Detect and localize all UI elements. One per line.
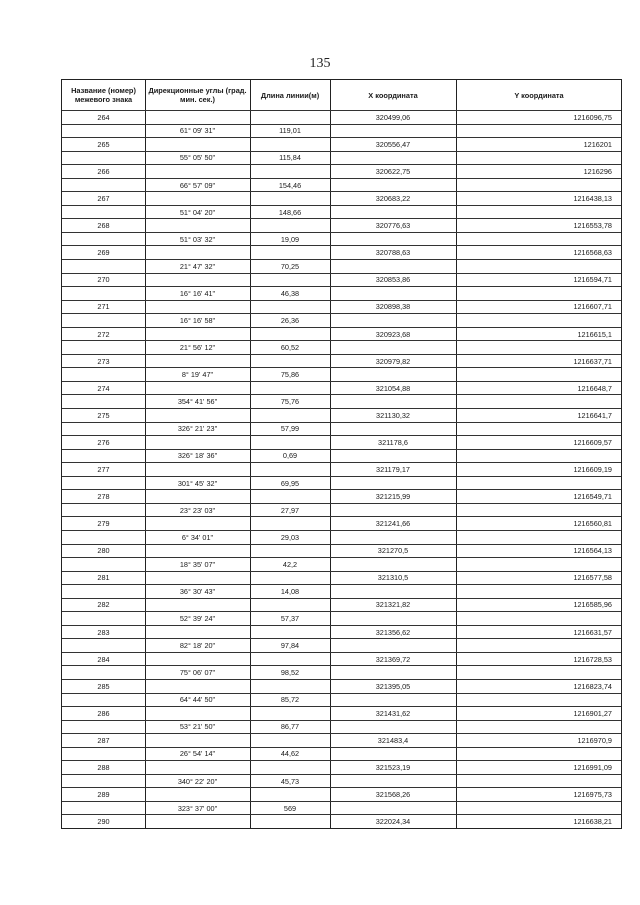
- x-coordinate: 321356,62: [375, 627, 411, 637]
- x-coordinate: 321054,88: [375, 383, 411, 393]
- point-name: 285: [97, 681, 110, 691]
- y-coordinate: 1216648,7: [577, 383, 612, 393]
- point-name: 278: [97, 492, 110, 502]
- x-coordinate: 321179,17: [376, 465, 410, 474]
- y-coordinate: 1216549,71: [573, 492, 612, 502]
- point-name: 277: [97, 465, 110, 474]
- page-number: 135: [309, 56, 331, 71]
- line-length: 42,2: [282, 559, 298, 569]
- point-name: 288: [97, 763, 110, 773]
- point-name: 289: [97, 790, 110, 800]
- y-coordinate: 1216637,71: [573, 356, 612, 366]
- line-length: 46,38: [280, 288, 300, 298]
- y-coordinate: 1216728,53: [573, 654, 612, 664]
- y-coordinate: 1216901,27: [573, 708, 612, 718]
- x-coordinate: 320788,63: [375, 248, 411, 258]
- direction-angle: 8° 19' 47": [181, 370, 214, 380]
- y-coordinate: 1216609,19: [573, 465, 612, 474]
- point-name: 271: [97, 302, 110, 312]
- line-length: 98,52: [280, 668, 300, 678]
- direction-angle: 75° 06' 07": [179, 668, 216, 678]
- y-coordinate: 1216638,21: [573, 817, 612, 827]
- line-length: 0,69: [282, 451, 298, 461]
- point-name: 279: [97, 519, 110, 529]
- x-coordinate: 321270,5: [377, 546, 409, 556]
- y-coordinate: 1216631,57: [573, 627, 612, 637]
- line-length: 45,73: [280, 776, 300, 786]
- point-name: 264: [97, 112, 110, 122]
- x-coordinate: 321369,72: [375, 654, 411, 664]
- y-coordinate: 1216975,73: [573, 790, 612, 800]
- direction-angle: 323° 37' 00": [177, 803, 218, 813]
- y-coordinate: 1216096,75: [573, 112, 612, 122]
- header-y: Y координата: [514, 90, 564, 100]
- x-coordinate: 320683,22: [375, 194, 411, 204]
- x-coordinate: 321431,62: [375, 708, 411, 718]
- line-length: 86,77: [280, 722, 300, 732]
- point-name: 276: [97, 437, 110, 447]
- line-length: 70,25: [280, 261, 300, 271]
- point-name: 283: [97, 627, 110, 637]
- y-coordinate: 1216594,71: [573, 275, 612, 285]
- point-name: 280: [97, 546, 110, 556]
- point-name: 273: [97, 356, 110, 366]
- x-coordinate: 321178,6: [378, 437, 408, 447]
- line-length: 85,72: [280, 695, 300, 705]
- x-coordinate: 320898,38: [375, 302, 411, 312]
- line-length: 57,99: [280, 424, 300, 434]
- line-length: 115,84: [279, 153, 301, 163]
- x-coordinate: 321568,26: [375, 790, 411, 800]
- point-name: 274: [97, 383, 110, 393]
- point-name: 286: [97, 708, 110, 718]
- direction-angle: 52° 39' 24": [179, 614, 216, 624]
- point-name: 266: [97, 166, 110, 176]
- point-name: 287: [97, 735, 110, 745]
- y-coordinate: 1216823,74: [573, 681, 612, 691]
- point-name: 290: [97, 817, 110, 827]
- y-coordinate: 1216607,71: [573, 302, 612, 312]
- direction-angle: 301° 45' 32": [177, 478, 218, 488]
- direction-angle: 53° 21' 50": [179, 722, 216, 732]
- line-length: 154,46: [278, 180, 302, 190]
- line-length: 60,52: [280, 343, 300, 353]
- x-coordinate: 320979,82: [375, 356, 411, 366]
- x-coordinate: 320556,47: [375, 139, 411, 149]
- line-length: 26,36: [280, 315, 300, 325]
- point-name: 265: [97, 139, 110, 149]
- direction-angle: 16° 16' 41": [179, 288, 216, 298]
- direction-angle: 36° 30' 43": [179, 586, 216, 596]
- x-coordinate: 321395,05: [375, 681, 411, 691]
- x-coordinate: 320499,06: [375, 112, 411, 122]
- point-name: 281: [97, 573, 110, 583]
- line-length: 29,03: [280, 532, 300, 542]
- y-coordinate: 1216609,57: [573, 437, 612, 447]
- y-coordinate: 1216991,09: [573, 763, 612, 773]
- direction-angle: 354° 41' 56": [177, 397, 218, 407]
- y-coordinate: 1216615,1: [577, 329, 612, 339]
- direction-angle: 340° 22' 20": [177, 776, 218, 786]
- line-length: 44,62: [280, 749, 300, 759]
- y-coordinate: 1216564,13: [573, 546, 612, 556]
- point-name: 282: [97, 600, 110, 610]
- x-coordinate: 321321,82: [375, 600, 411, 610]
- direction-angle: 16° 16' 58": [179, 315, 216, 325]
- line-length: 569: [283, 803, 297, 813]
- x-coordinate: 322024,34: [375, 817, 411, 827]
- x-coordinate: 321130,32: [376, 410, 410, 420]
- line-length: 69,95: [280, 478, 300, 488]
- direction-angle: 326° 18' 36": [177, 451, 218, 461]
- line-length: 97,84: [280, 641, 300, 651]
- line-length: 119,01: [279, 126, 301, 136]
- x-coordinate: 321523,19: [375, 763, 411, 773]
- point-name: 267: [97, 194, 110, 204]
- line-length: 27,97: [280, 505, 300, 515]
- x-coordinate: 321215,99: [375, 492, 411, 502]
- line-length: 57,37: [280, 614, 300, 624]
- y-coordinate: 1216553,78: [573, 221, 612, 231]
- line-length: 75,76: [280, 397, 300, 407]
- direction-angle: 55° 05' 50": [179, 153, 216, 163]
- direction-angle: 326° 21' 23": [177, 424, 218, 434]
- header-angle: Дирекционные углы (град. мин. сек.): [148, 86, 247, 104]
- y-coordinate: 1216577,58: [573, 573, 612, 583]
- y-coordinate: 1216568,63: [573, 248, 612, 258]
- direction-angle: 66° 57' 09": [179, 180, 216, 190]
- line-length: 14,08: [280, 586, 300, 596]
- x-coordinate: 321310,5: [377, 573, 409, 583]
- direction-angle: 82° 18' 20": [179, 641, 216, 651]
- y-coordinate: 1216560,81: [573, 519, 612, 529]
- line-length: 19,09: [280, 234, 300, 244]
- header-length: Длина линии(м): [260, 90, 320, 100]
- boundary-coordinates-table: [61, 79, 622, 829]
- y-coordinate: 1216585,96: [573, 600, 612, 610]
- y-coordinate: 1216970,9: [577, 735, 612, 745]
- header-name: Название (номер) межевого знака: [71, 86, 136, 104]
- point-name: 270: [97, 275, 110, 285]
- point-name: 272: [97, 329, 110, 339]
- direction-angle: 26° 54' 14": [179, 749, 216, 759]
- point-name: 269: [97, 248, 110, 258]
- x-coordinate: 320853,86: [375, 275, 411, 285]
- x-coordinate: 320622,75: [375, 166, 411, 176]
- direction-angle: 18° 35' 07": [179, 559, 216, 569]
- header-x: X координата: [368, 90, 418, 100]
- y-coordinate: 1216296: [583, 166, 612, 176]
- y-coordinate: 1216438,13: [573, 194, 612, 204]
- point-name: 268: [97, 221, 110, 231]
- direction-angle: 6° 34' 01": [181, 532, 214, 542]
- line-length: 75,86: [280, 370, 300, 380]
- point-name: 284: [97, 654, 110, 664]
- direction-angle: 21° 56' 12": [179, 343, 216, 353]
- line-length: 148,66: [278, 207, 302, 217]
- x-coordinate: 321241,66: [375, 519, 411, 529]
- point-name: 275: [97, 410, 110, 420]
- x-coordinate: 321483,4: [377, 735, 409, 745]
- direction-angle: 61° 09' 31": [179, 126, 216, 136]
- direction-angle: 23° 23' 03": [179, 505, 216, 515]
- y-coordinate: 1216201: [583, 139, 612, 149]
- direction-angle: 51° 04' 20": [179, 207, 216, 217]
- direction-angle: 64° 44' 50": [179, 695, 216, 705]
- x-coordinate: 320923,68: [375, 329, 411, 339]
- y-coordinate: 1216641,7: [577, 410, 612, 420]
- direction-angle: 51° 03' 32": [179, 234, 216, 244]
- x-coordinate: 320776,63: [375, 221, 411, 231]
- direction-angle: 21° 47' 32": [179, 261, 216, 271]
